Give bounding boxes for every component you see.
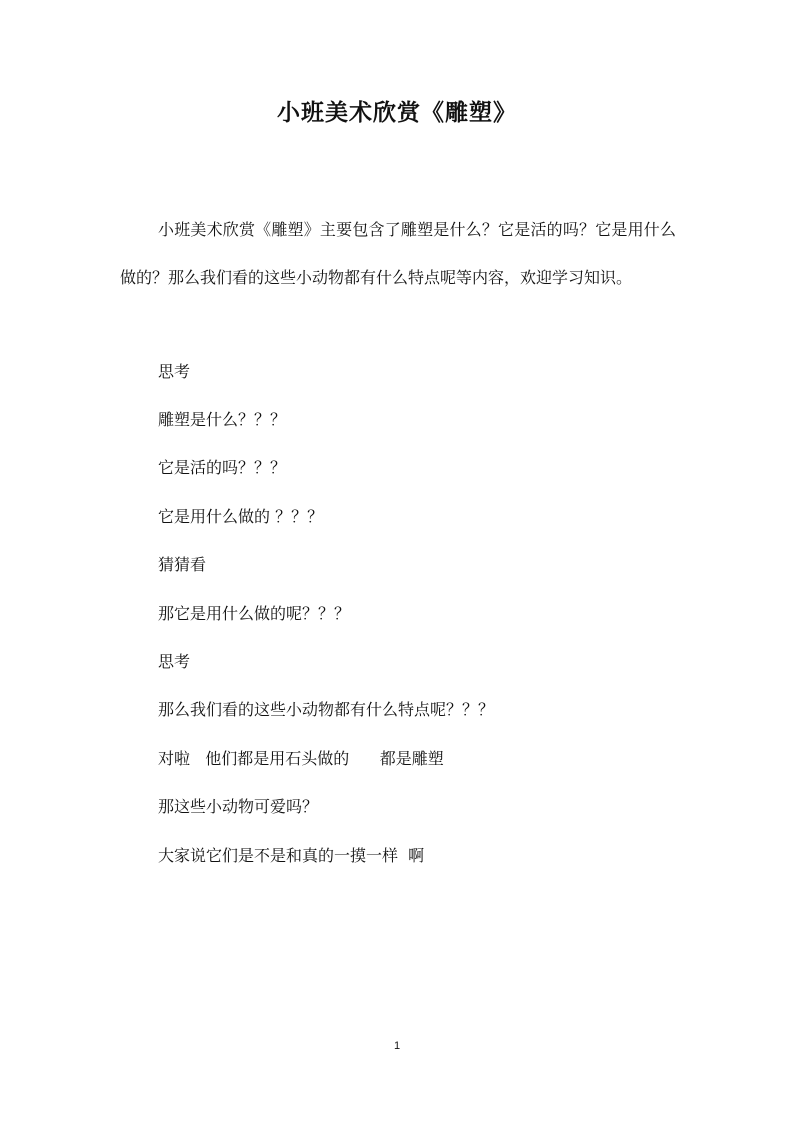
paragraph-line: 猜猜看 <box>158 555 207 574</box>
page-number: 1 <box>393 1040 401 1052</box>
paragraph-line: 它是用什么做的 ？？？ <box>158 507 324 526</box>
paragraph-line: 那么我们看的这些小动物都有什么特点呢？？？ <box>158 700 495 719</box>
paragraph-line: 那这些小动物可爱吗？ <box>158 797 319 816</box>
paragraph-line: 思考 <box>158 362 191 381</box>
page-title: 小班美术欣赏《雕塑》 <box>277 99 517 126</box>
paragraph-line: 那它是用什么做的呢？？？ <box>158 604 351 623</box>
paragraph-line: 思考 <box>158 652 191 671</box>
paragraph-line: 大家说它们是不是和真的一摸一样 啊 <box>158 846 425 865</box>
paragraph-line: 对啦 他们都是用石头做的 都是雕塑 <box>158 749 444 768</box>
paragraph-line: 它是活的吗？？？ <box>158 458 287 477</box>
paragraph-line: 雕塑是什么？？？ <box>158 410 287 429</box>
intro-paragraph: 小班美术欣赏《雕塑》主要包含了雕塑是什么？它是活的吗？它是用什么做的？那么我们看的这些小动物都有什么特点呢等内容，欢迎学习知识。 <box>120 220 676 287</box>
